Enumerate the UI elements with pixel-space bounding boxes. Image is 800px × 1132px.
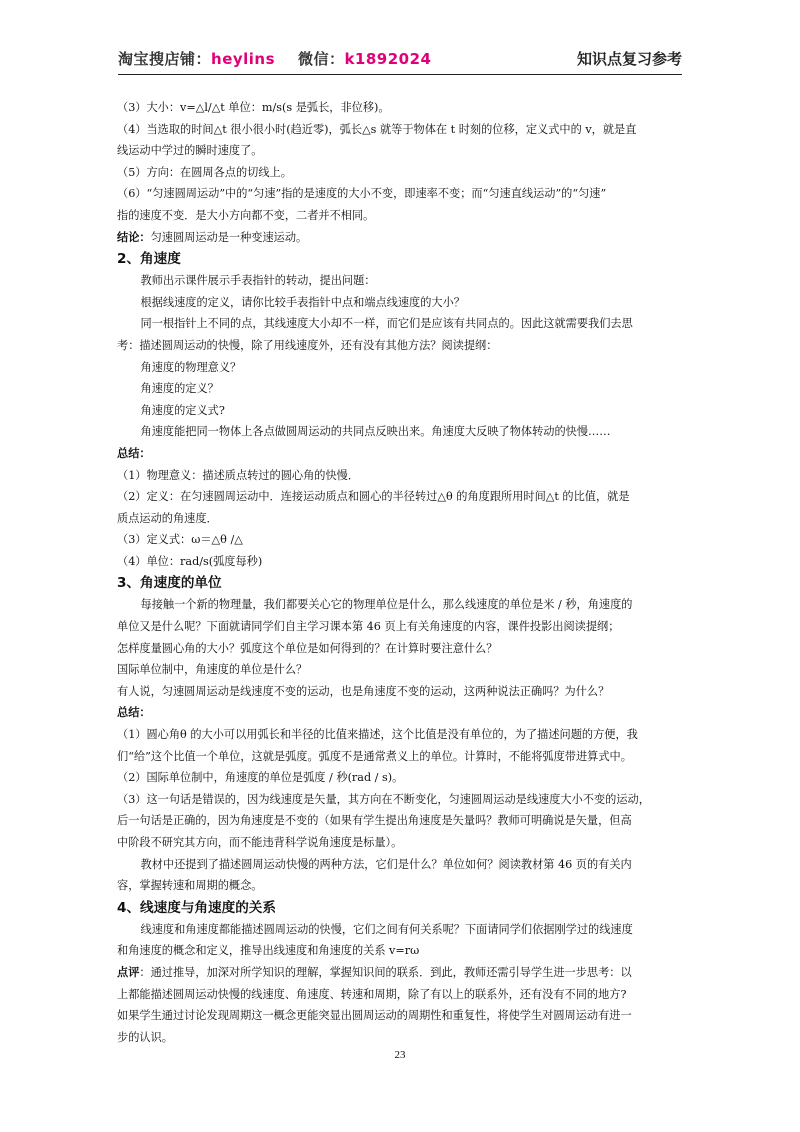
conclusion-label: 结论： [117, 230, 151, 244]
text-line: 角速度的物理意义？ [140, 360, 242, 374]
page-header [118, 44, 682, 75]
wechat-label: 微信： [297, 50, 345, 68]
text-line: 怎样度量圆心角的大小？弧度这个单位是如何得到的？在计算时要注意什么？ [117, 641, 498, 655]
text-line: 上都能描述圆周运动快慢的线速度、角速度、转速和周期，除了有以上的联系外，还有没有不同的地方? [117, 987, 627, 1001]
comment-text: ：通过推导，加深对所学知识的理解，掌握知识间的联系．到此，教师还需引导学生进一步思考：以 [139, 965, 632, 979]
conclusion-line [117, 227, 683, 249]
text-line: 线运动中学过的瞬时速度了。 [117, 144, 263, 158]
text-line: 如果学生通过讨论发现周期这一概念更能突显出圆周运动的周期性和重复性，将使学生对圆周运动有进一 [117, 1009, 632, 1023]
text-line: （3）这一句话是错误的，因为线速度是矢量，其方向在不断变化，匀速圆周运动是线速度大小不变的运动， [117, 792, 650, 806]
wechat-id: k1892024 [344, 50, 432, 68]
text-line: 中阶段不研究其方向，而不能违背科学说角速度是标量）。 [117, 836, 403, 849]
text-line: 线速度和角速度都能描述圆周运动的快慢，它们之间有何关系呢？下面请同学们依据刚学过的线速度 [140, 922, 633, 936]
shop-info [118, 48, 432, 69]
text-line: 角速度的定义式? [140, 403, 225, 417]
text-line: （1）物理意义：描述质点转过的圆心角的快慢． [117, 468, 360, 482]
text-line: 指的速度不变．是大小方向都不变，二者并不相同。 [117, 208, 375, 222]
text-line: 单位又是什么呢？下面就请同学们自主学习课本第 46 页上有关角速度的内容，课件投影出阅读提纲； [117, 620, 620, 634]
text-line: （4）单位：rad/s(弧度每秒) [117, 554, 263, 568]
document-body [117, 97, 683, 1048]
text-line: 后一句话是正确的，因为角速度是不变的（如果有学生提出角速度是矢量吗？教师可明确说是矢量，但高 [117, 814, 632, 828]
text-line: 步的认识。 [117, 1030, 173, 1044]
shop-label: 淘宝搜店铺： [118, 50, 212, 68]
text-line: 教材中还提到了描述圆周运动快慢的两种方法，它们是什么？单位如何？阅读教材第 46 页的有关内 [140, 857, 632, 871]
text-line: （4）当选取的时间△t 很小很小时(趋近零)，弧长△s 就等于物体在 t 时刻的位移，定义式中的 v，就是直 [117, 122, 637, 136]
section-heading-angular-velocity: 2、角速度 [117, 251, 181, 268]
text-line: 同一根指针上不同的点，其线速度大小却不一样，而它们是应该有共同点的。因此这就需要我们去思 [140, 317, 633, 331]
text-line: 国际单位制中，角速度的单位是什么？ [117, 663, 308, 677]
text-line: 有人说，匀速圆周运动是线速度不变的运动，也是角速度不变的运动，这两种说法正确吗？为什么？ [117, 684, 610, 698]
text-line: 质点运动的角速度． [117, 511, 218, 525]
text-line: （6）“匀速圆周运动”中的“匀速”指的是速度的大小不变，即速率不变；而“匀速直线运动”的“匀速” [117, 187, 607, 201]
text-line: 教师出示课件展示手表指针的转动，提出问题： [140, 274, 376, 288]
page-number: 23 [394, 1049, 406, 1061]
text-line: 根据线速度的定义，请你比较手表指针中点和端点线速度的大小？ [140, 295, 465, 309]
text-line: 每接触一个新的物理量，我们都要关心它的物理单位是什么，那么线速度的单位是米 / 秒，角速度的 [140, 598, 633, 612]
text-line: 们“给”这个比值一个单位，这就是弧度。弧度不是通常煮义上的单位。计算时，不能将弧度带进算式中。 [117, 749, 632, 763]
text-line: （5）方向：在圆周各点的切线上。 [117, 165, 292, 179]
section-heading-relationship: 4、线速度与角速度的关系 [117, 899, 276, 916]
summary-label: 总结： [117, 706, 151, 720]
header-title: 知识点复习参考 [576, 50, 682, 68]
text-line: 和角速度的概念和定义，推导出线速度和角速度的关系 v=rω [117, 944, 420, 958]
text-line: 角速度能把同一物体上各点做圆周运动的共同点反映出来。角速度大反映了物体转动的快慢…… [140, 425, 611, 439]
conclusion-text: 匀速圆周运动是一种变速运动。 [150, 230, 308, 244]
comment-label: 点评 [117, 965, 140, 979]
text-line: （3）大小：v=△l/△t 单位：m/s(s 是弧长，非位移)。 [117, 101, 390, 114]
text-line: （2）定义：在匀速圆周运动中．连接运动质点和圆心的半径转过△θ 的角度跟所用时间△t 的比值，就是 [117, 490, 630, 504]
text-line: （2）国际单位制中，角速度的单位是弧度 / 秒(rad / s)。 [117, 771, 404, 785]
text-line: 角速度的定义？ [140, 382, 219, 396]
comment-line [117, 962, 683, 984]
text-line: （1）圆心角θ 的大小可以用弧长和半径的比值来描述，这个比值是没有单位的，为了描述问题的方便，我 [117, 728, 638, 742]
text-line: 考：描述圆周运动的快慢，除了用线速度外，还有没有其他方法？阅读提纲： [117, 338, 498, 352]
shop-name: heylins [211, 50, 276, 68]
section-heading-angular-velocity-unit: 3、角速度的单位 [117, 575, 222, 592]
text-line: 容，掌握转速和周期的概念。 [117, 879, 263, 893]
text-line: （3）定义式：ω＝△θ /△ [117, 533, 243, 547]
summary-label: 总结： [117, 446, 151, 460]
